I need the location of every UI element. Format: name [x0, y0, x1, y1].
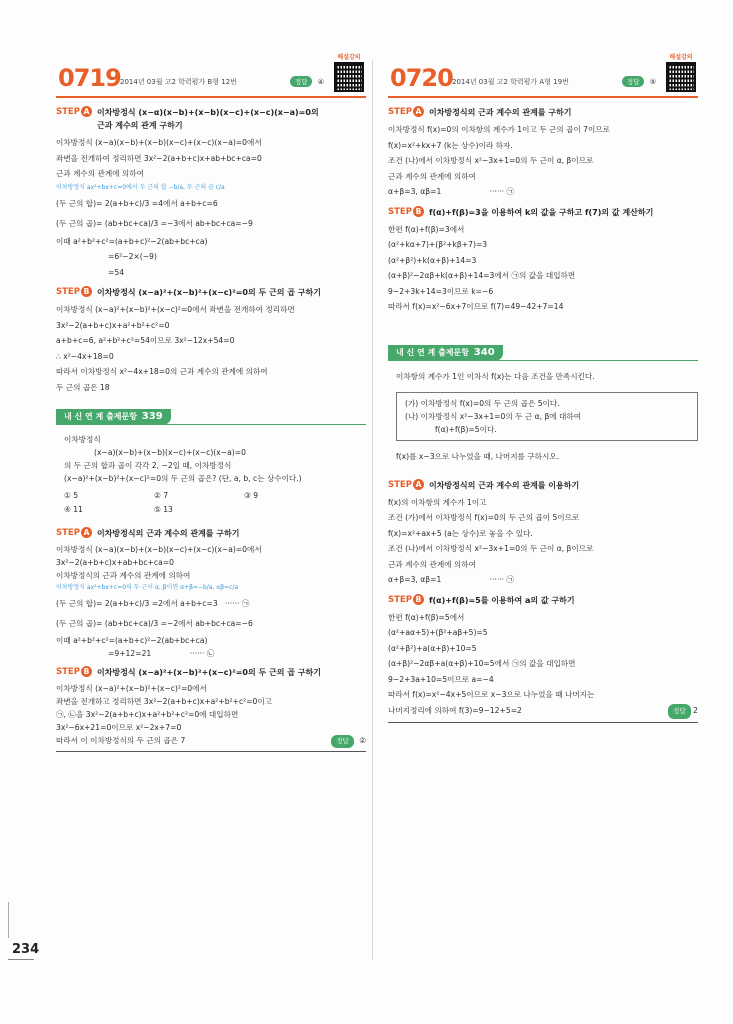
- step-tag: STEP B: [56, 666, 92, 679]
- page-number-underline: [8, 959, 34, 960]
- solution-line: 한편 f(α)+f(β)=5에서: [388, 612, 465, 622]
- linked-problem-label: 내 신 연 계 출제문항 339: [56, 409, 171, 425]
- section-end-rule: [56, 751, 366, 752]
- equation-line: =54: [108, 267, 125, 277]
- step-tag: STEP A: [388, 479, 424, 492]
- solution-line: a+b+c=6, a²+b²+c²=54이므로 3x²−12x+54=0: [56, 336, 235, 345]
- step-b2-heading: [56, 666, 366, 679]
- answer-value: ④: [317, 78, 324, 86]
- equation-line: =6²−2×(−9): [108, 252, 157, 261]
- step-title: 이차방정식의 근과 계수의 관계를 구하기: [428, 108, 572, 117]
- solution-line: 두 근의 곱은 18: [56, 382, 110, 392]
- equation-line: (두 근의 합)= 2(a+b+c)/3 =4에서 a+b+c=6: [56, 198, 218, 208]
- solution-line: 조건 (가)에서 이차방정식 f(x)=0의 두 근의 곱이 5이므로: [388, 513, 580, 522]
- linked-problem-header: [56, 409, 366, 425]
- solution-line: f(x)=x²+ax+5 (a는 상수)로 놓을 수 있다.: [388, 528, 533, 538]
- solution-line: 좌변을 전개하여 정리하면 3x²−2(a+b+c)x+ab+bc+ca=0: [56, 153, 262, 163]
- qr-code-icon[interactable]: [334, 62, 364, 92]
- condition: f(α)+f(β)=5이다.: [435, 425, 497, 434]
- step-b2-heading: [388, 594, 698, 607]
- step-title: 이차방정식의 근과 계수의 관계를 구하기: [96, 529, 240, 538]
- step-title: 이차방정식 (x−α)(x−b)+(x−b)(x−c)+(x−c)(x−a)=0의 근과 계수의 관계 구하기: [96, 108, 319, 130]
- solution-line: 3x²−2(a+b+c)x+ab+bc+ca=0: [56, 558, 174, 567]
- step-title: f(α)+f(β)=3을 이용하여 k의 값을 구하고 f(7)의 값 계산하기: [428, 207, 654, 217]
- solution-line: 따라서 f(x)=x²−4x+5이므로 x−3으로 나누었을 때 나머지는: [388, 690, 595, 699]
- qr-label: 해설강의: [669, 54, 693, 61]
- question-line: 이차방정식: [64, 435, 101, 444]
- lecture-qr[interactable]: [332, 52, 366, 92]
- solution-line: 따라서 이 이차방정식의 두 근의 곱은 7 정답 ②: [56, 734, 366, 747]
- problem-source: 2014년 03월 고2 학력평가 B형 12번: [120, 78, 237, 86]
- solution-line: ∴ x²−4x+18=0: [56, 351, 114, 361]
- answer-badge: 정답 ②: [331, 734, 366, 748]
- step-title: 이차방정식 (x−a)²+(x−b)²+(x−c)²=0의 두 근의 곱 구하기: [96, 668, 321, 677]
- solution-line: 근과 계수의 관계에 의하여: [388, 559, 476, 569]
- answer-value: ⑤: [649, 78, 656, 86]
- linked-divider: [56, 424, 366, 425]
- equation-line: α+β=3, αβ=1 ······ ㉠: [388, 187, 515, 196]
- answer-choices: [56, 489, 366, 517]
- solution-line: f(x)=x²+kx+7 (k는 상수)이라 하자.: [388, 140, 513, 150]
- choice[interactable]: ① 5: [64, 491, 79, 500]
- solution-line: 이차방정식 (x−a)²+(x−b)²+(x−c)²=0에서: [56, 684, 207, 693]
- solution-line: f(x)의 이차항의 계수가 1이고: [388, 497, 487, 507]
- solution-line: (α²+β²)+a(α+β)+10=5: [388, 643, 477, 653]
- solution-line: 따라서 이차방정식 x²−4x+18=0의 근과 계수의 관계에 의하여: [56, 367, 268, 376]
- page-number: 234: [12, 942, 40, 957]
- equation-line: α+β=3, αβ=1 ······ ㉠: [388, 575, 515, 584]
- solution-line: 이차방정식의 근과 계수의 관계에 의하여: [56, 571, 191, 580]
- choice[interactable]: ② 7: [154, 491, 169, 500]
- tip-note: 이차방정식 ax²+bx+c=0의 두 근이 α, β이면 α+β=−b/a, αβ=c/a: [56, 584, 239, 591]
- linked-divider: [388, 360, 698, 361]
- left-column: [56, 56, 366, 752]
- solution-line: (α²+aα+5)+(β²+aβ+5)=5: [388, 628, 488, 637]
- step-tag: STEP B: [388, 594, 424, 607]
- qr-code-icon[interactable]: [666, 62, 696, 92]
- solution-line: (α²+kα+7)+(β²+kβ+7)=3: [388, 240, 488, 249]
- equation-line: (두 근의 곱)= (ab+bc+ca)/3 =−3에서 ab+bc+ca=−9: [56, 218, 253, 228]
- solution-line: 3x²−2(a+b+c)x+a²+b²+c²=0: [56, 320, 170, 330]
- linked-problem-header: [388, 345, 698, 361]
- equation-line: =9+12=21 ······ ㉡: [108, 649, 215, 658]
- equation-line: (두 근의 곱)= (ab+bc+ca)/3 =−2에서 ab+bc+ca=−6: [56, 619, 253, 628]
- solution-line: 근과 계수의 관계에 의하여: [56, 169, 144, 178]
- solution-line: 3x²−6x+21=0이므로 x²−2x+7=0: [56, 723, 182, 732]
- solution-line: 조건 (나)에서 이차방정식 x²−3x+1=0의 두 근이 α, β이므로: [388, 156, 594, 165]
- solution-line: 이차방정식 (x−a)(x−b)+(x−b)(x−c)+(x−c)(x−a)=0에서: [56, 545, 262, 554]
- linked-question: [56, 433, 366, 485]
- problem-number: 0720: [390, 64, 453, 92]
- question-line: 의 두 근의 합과 곱이 각각 2, −2일 때, 이차방정식: [64, 461, 232, 470]
- step-b-heading: [56, 286, 366, 299]
- solution-line: 이차방정식 (x−a)(x−b)+(x−b)(x−c)+(x−c)(x−a)=0에서: [56, 138, 262, 147]
- equation-line: 이때 a²+b²+c²=(a+b+c)²−2(ab+bc+ca): [56, 236, 208, 246]
- step-a2-heading: [56, 527, 366, 540]
- conditions-box: [396, 392, 698, 441]
- step-a-heading: [388, 106, 698, 119]
- step-a-heading: [56, 106, 366, 132]
- solution-line: 이차방정식 (x−a)²+(x−b)²+(x−c)²=0에서 좌변을 전개하여 정리하면: [56, 305, 295, 314]
- problem-number: 0719: [58, 64, 121, 92]
- solution-line: 한편 f(α)+f(β)=3에서: [388, 224, 465, 234]
- question-line: (x−a)(x−b)+(x−b)(x−c)+(x−c)(x−a)=0: [94, 448, 246, 457]
- problem-source: 2014년 03월 고2 학력평가 A형 19번: [452, 78, 569, 86]
- equation-line: (두 근의 합)= 2(a+b+c)/3 =2에서 a+b+c=3 ······ ㉠: [56, 599, 250, 608]
- step-title: 이차방정식의 근과 계수의 관계를 이용하기: [428, 480, 580, 490]
- solution-line: 나머지정리에 의하여 f(3)=9−12+5=2 정답 2: [388, 703, 698, 719]
- question-line: (x−a)²+(x−b)²+(x−c)²=0의 두 근의 곱은? (단, a, b, c는 상수이다.): [64, 474, 302, 483]
- answer-badge: [290, 76, 324, 87]
- solution-line: (α+β)²−2αβ+k(α+β)+14=3에서 ㉠의 값을 대입하면: [388, 271, 576, 280]
- solution-line: 좌변을 전개하고 정리하면 3x²−2(a+b+c)x+a²+b²+c²=0이고: [56, 697, 273, 706]
- solution-line: 조건 (나)에서 이차방정식 x²−3x+1=0의 두 근이 α, β이므로: [388, 544, 594, 553]
- solution-line: 근과 계수의 관계에 의하여: [388, 171, 476, 181]
- solution-line: 따라서 f(x)=x²−6x+7이므로 f(7)=49−42+7=14: [388, 302, 564, 311]
- solution-line: (α²+β²)+k(α+β)+14=3: [388, 255, 477, 265]
- problem-header-0719: [56, 56, 366, 98]
- qr-label: 해설강의: [337, 54, 361, 61]
- step-tag: STEP A: [388, 106, 424, 119]
- solution-line: ㉠, ㉡을 3x²−2(a+b+c)x+a²+b²+c²=0에 대입하면: [56, 710, 239, 719]
- step-title: f(α)+f(β)=5를 이용하여 a의 값 구하기: [428, 595, 575, 605]
- choice[interactable]: ⑤ 13: [154, 505, 173, 514]
- tip-note: 이차방정식 ax²+bx+c=0에서 두 근의 합 −b/a, 두 근의 곱 c/a: [56, 183, 225, 191]
- choice[interactable]: ④ 11: [64, 505, 83, 514]
- page-edge-mark: [8, 902, 9, 938]
- question-line: f(x)를 x−3으로 나누었을 때, 나머지를 구하시오.: [396, 452, 560, 461]
- step-tag: STEP A: [56, 527, 92, 540]
- problem-header-0720: [388, 56, 698, 98]
- answer-badge: [622, 76, 656, 87]
- linked-problem-label: 내 신 연 계 출제문항 340: [388, 345, 503, 361]
- right-column: [388, 56, 698, 723]
- answer-badge: 정답 2: [668, 703, 698, 720]
- step-tag: STEP B: [56, 286, 92, 299]
- solution-line: 이차방정식 f(x)=0의 이차항의 계수가 1이고 두 근의 곱이 7이므로: [388, 125, 610, 134]
- question-line: 이차항의 계수가 1인 이차식 f(x)는 다음 조건을 만족시킨다.: [396, 371, 595, 381]
- solution-line: 9−2+3a+10=5이므로 a=−4: [388, 674, 494, 684]
- column-divider: [372, 60, 373, 960]
- lecture-qr[interactable]: [664, 52, 698, 92]
- answer-label: 정답: [622, 76, 645, 87]
- step-tag: STEP A: [56, 106, 92, 119]
- condition: (나) 이차방정식 x²−3x+1=0의 두 근 α, β에 대하여: [405, 412, 582, 421]
- section-end-rule: [388, 722, 698, 723]
- answer-label: 정답: [290, 76, 313, 87]
- step-tag: STEP B: [388, 206, 424, 219]
- solution-line: (α+β)²−2αβ+a(α+β)+10=5에서 ㉠의 값을 대입하면: [388, 659, 576, 668]
- step-title: 이차방정식 (x−a)²+(x−b)²+(x−c)²=0의 두 근의 곱 구하기: [96, 288, 321, 297]
- choice[interactable]: ③ 9: [244, 491, 259, 500]
- step-a2-heading: [388, 479, 698, 492]
- condition: (가) 이차방정식 f(x)=0의 두 근의 곱은 5이다.: [405, 399, 560, 408]
- step-b-heading: [388, 206, 698, 219]
- equation-line: 이때 a²+b²+c²=(a+b+c)²−2(ab+bc+ca): [56, 636, 208, 645]
- solution-line: 9−2+3k+14=3이므로 k=−6: [388, 286, 494, 296]
